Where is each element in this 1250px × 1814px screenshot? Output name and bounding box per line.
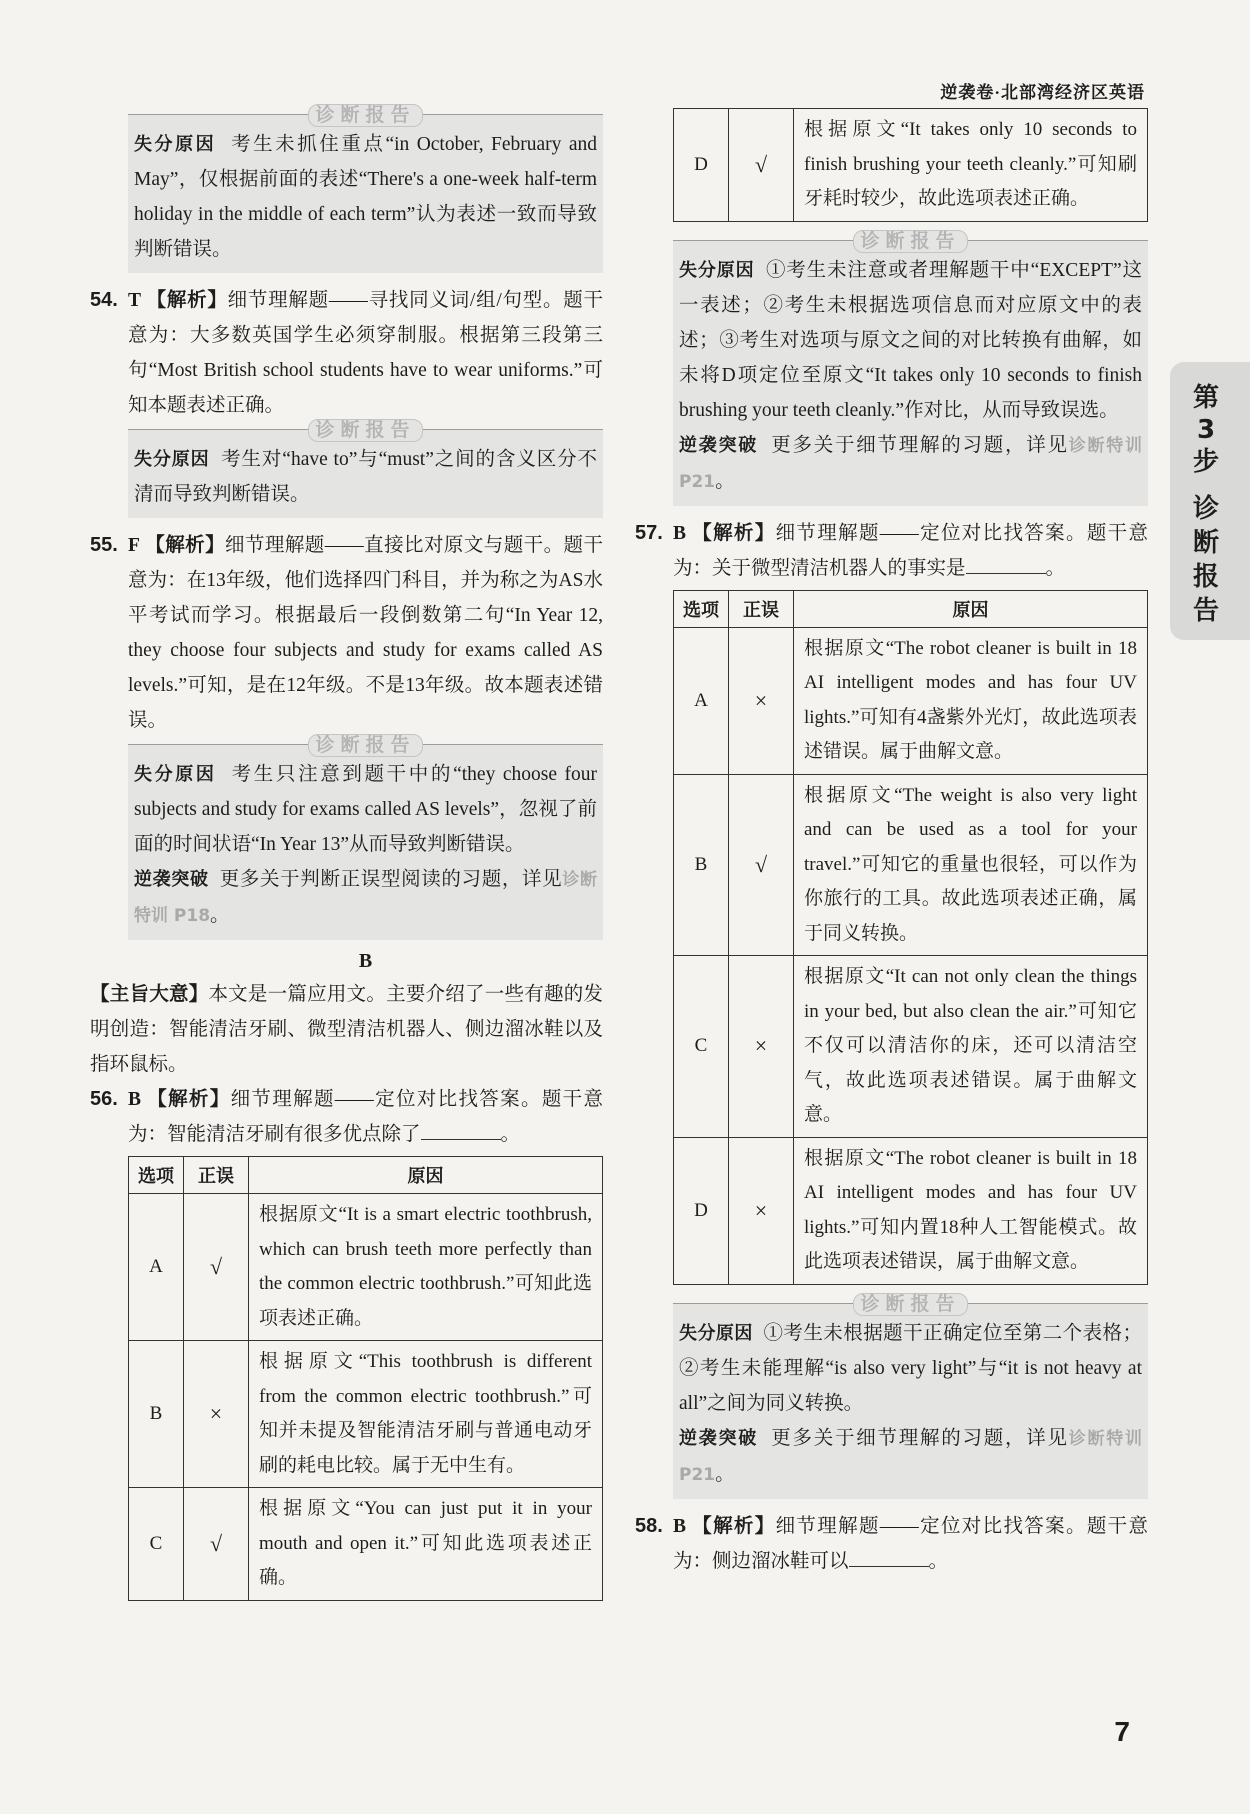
breakthrough-label: 逆袭突破 xyxy=(134,869,209,890)
table-row: D × 根据原文“The robot cleaner is built in 18 AI intelligent modes and has four UV lights.”可知内置18种人工智能模式。故此选项表述错误，属于曲解文意。 xyxy=(674,1137,1148,1284)
main-idea: 【主旨大意】本文是一篇应用文。主要介绍了一些有趣的发明创造：智能清洁牙刷、微型清洁机器人、侧边溜冰鞋以及指环鼠标。 xyxy=(90,984,603,1075)
side-tab xyxy=(1170,362,1250,640)
page-number: 7 xyxy=(1114,1716,1130,1747)
step-label: 第3步 xyxy=(1192,383,1219,477)
table-row: C √ 根据原文“You can just put it in your mouth and open it.”可知此选项表述正确。 xyxy=(129,1488,603,1601)
table-row: A √ 根据原文“It is a smart electric toothbrush, which can brush teeth more perfectly than the common electric toothbrush.”可知此选项表述正确。 xyxy=(129,1194,603,1341)
diagnosis-title: 诊断报告 xyxy=(853,1293,967,1316)
table-row: B × 根据原文“This toothbrush is different from the common electric toothbrush.”可知并未提及智能清洁牙刷与普通电动牙刷的耗电比较。属于无中生有。 xyxy=(129,1341,603,1488)
table-row: B √ 根据原文“The weight is also very light and can be used as a tool for your travel.”可知它的重量也很轻，可以作为你旅行的工具。故此选项表述正确，属于同义转换。 xyxy=(674,774,1148,956)
diagnosis-box: 诊断报告 失分原因 ①考生未注意或者理解题干中“EXCEPT”这一表述；②考生未根据选项信息而对应原文中的表述；③考生对选项与原文之间的对比转换有曲解，如未将D项定位至原文“It takes only 10 seconds to finish brushing your teeth cleanly.”作对比，从而导致误选。 逆袭突破 更多关于细节理解的习题，详见诊断特训 P21。 xyxy=(673,240,1148,506)
col-mark: 正误 xyxy=(184,1157,249,1194)
question-55: 55. F 【解析】细节理解题——直接比对原文与题干。题干意为：在13年级，他们选择四门科目，并为称之为AS水平考试而学习。根据最后一段倒数第二句“In Year 12, they choose four subjects and study for exams called AS levels.”可知，是在12年级。不是13年级。故本题表述错误。 xyxy=(90,534,603,731)
col-mark: 正误 xyxy=(729,590,794,627)
diagnosis-box: 诊断报告 失分原因 ①考生未根据题干正确定位至第二个表格；②考生未能理解“is also very light”与“it is not heavy at all”之间为同义转换。 逆袭突破 更多关于细节理解的习题，详见诊断特训 P21。 xyxy=(673,1303,1148,1499)
question-54: 54. T 【解析】细节理解题——寻找同义词/组/句型。题干意为：大多数英国学生必须穿制服。根据第三段第三句“Most British school students have to wear uniforms.”可知本题表述正确。 xyxy=(90,289,603,416)
col-option: 选项 xyxy=(129,1157,184,1194)
col-reason: 原因 xyxy=(249,1157,603,1194)
table-row: C × 根据原文“It can not only clean the things in your bed, but also clean the air.”可知它不仅可以清洁你的床，还可以清洁空气，故此选项表述错误。属于曲解文意。 xyxy=(674,956,1148,1138)
question-58: 58. B 【解析】细节理解题——定位对比找答案。题干意为：侧边溜冰鞋可以 。 xyxy=(635,1514,1148,1572)
diagnosis-box xyxy=(128,105,603,273)
page-header: 逆袭卷·北部湾经济区英语 xyxy=(940,83,1145,102)
table-row: A × 根据原文“The robot cleaner is built in 18 AI intelligent modes and has four UV lights.”可知有4盏紫外光灯，故此选项表述错误。属于曲解文意。 xyxy=(674,627,1148,774)
answer-table-56-continued xyxy=(673,108,1148,222)
reference-link: 诊断特训 P21 xyxy=(679,1428,1142,1485)
diagnosis-box: 诊断报告 失分原因 考生只注意到题干中的“they choose four subjects and study for exams called AS levels”，忽视了前面的时间状语“In Year 13”从而导致判断错误。 逆袭突破 更多关于判断正误型阅读的习题，详见诊断特训 P18。 xyxy=(128,744,603,940)
diagnosis-title: 诊断报告 xyxy=(853,230,967,253)
col-option: 选项 xyxy=(674,590,729,627)
section-title: B xyxy=(358,950,373,972)
left-column xyxy=(90,105,603,1601)
answer-table-57 xyxy=(673,590,1148,1285)
table-row: D √ 根据原文“It takes only 10 seconds to finish brushing your teeth cleanly.”可知刷牙耗时较少，故此选项表述正确。 xyxy=(674,109,1148,222)
diagnosis-title: 诊断报告 xyxy=(308,104,422,127)
section-label: 诊断报告 xyxy=(1192,494,1219,626)
diagnosis-text: 考生未抓住重点“in October, February and May”，仅根据前面的表述“There's a one-week half-term holiday in the middle of each term”认为表述一致而导致判断错误。 xyxy=(134,134,597,260)
diagnosis-title: 诊断报告 xyxy=(308,419,422,442)
diagnosis-box: 诊断报告 失分原因 考生对“have to”与“must”之间的含义区分不清而导致判断错误。 xyxy=(128,429,603,518)
diagnosis-title: 诊断报告 xyxy=(308,734,422,757)
answer-table-56 xyxy=(128,1156,603,1601)
right-column xyxy=(635,108,1148,1583)
question-56: 56. B 【解析】细节理解题——定位对比找答案。题干意为：智能清洁牙刷有很多优点除了 。 xyxy=(90,1088,603,1145)
question-57: 57. B 【解析】细节理解题——定位对比找答案。题干意为：关于微型清洁机器人的事实是 。 xyxy=(635,521,1148,579)
reference-link: 诊断特训 P18 xyxy=(134,870,597,926)
loss-reason-label: 失分原因 xyxy=(134,134,217,155)
col-reason: 原因 xyxy=(794,590,1148,627)
reference-link: 诊断特训 P21 xyxy=(679,435,1142,492)
